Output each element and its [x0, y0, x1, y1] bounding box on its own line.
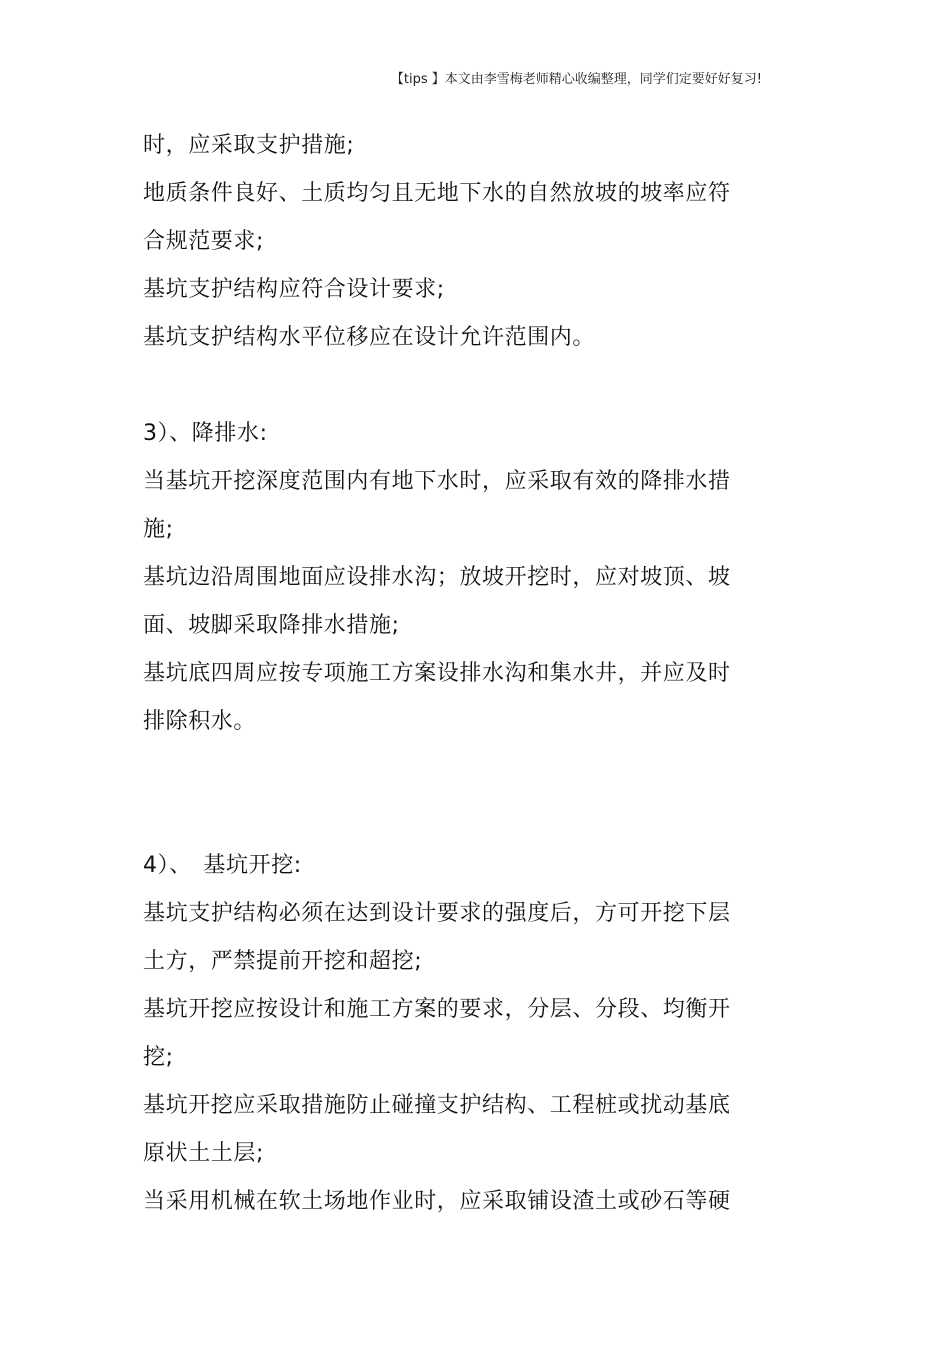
text-line: 施; [143, 517, 174, 542]
text-line: 面、坡脚采取降排水措施; [143, 613, 400, 638]
text-line: 基坑开挖应采取措施防止碰撞支护结构、工程桩或扰动基底 [143, 1093, 731, 1118]
section-heading: 4）、 基坑开挖: [143, 853, 302, 878]
text-line: 基坑支护结构水平位移应在设计允许范围内。 [143, 325, 596, 350]
text-line: 挖; [143, 1045, 174, 1070]
text-line: 基坑支护结构应符合设计要求; [143, 277, 445, 302]
text-line: 基坑支护结构必须在达到设计要求的强度后，方可开挖下层 [143, 901, 731, 926]
text-line: 基坑开挖应按设计和施工方案的要求，分层、分段、均衡开 [143, 997, 731, 1022]
text-line: 排除积水。 [143, 709, 257, 734]
text-line: 地质条件良好、土质均匀且无地下水的自然放坡的坡率应符 [143, 181, 731, 206]
text-line: 当基坑开挖深度范围内有地下水时，应采取有效的降排水措 [143, 469, 731, 494]
header-tip: 【tips 】本文由李雪梅老师精心收编整理，同学们定要好好复习! [390, 72, 762, 87]
text-line: 原状土土层; [143, 1141, 265, 1166]
text-line: 基坑底四周应按专项施工方案设排水沟和集水井，并应及时 [143, 661, 731, 686]
text-line: 合规范要求; [143, 229, 265, 254]
text-line: 土方，严禁提前开挖和超挖; [143, 949, 423, 974]
text-line: 时，应采取支护措施; [143, 133, 355, 158]
text-line: 当采用机械在软土场地作业时，应采取铺设渣土或砂石等硬 [143, 1189, 731, 1214]
section-heading: 3）、降排水: [143, 421, 268, 446]
text-line: 基坑边沿周围地面应设排水沟；放坡开挖时，应对坡顶、坡 [143, 565, 731, 590]
